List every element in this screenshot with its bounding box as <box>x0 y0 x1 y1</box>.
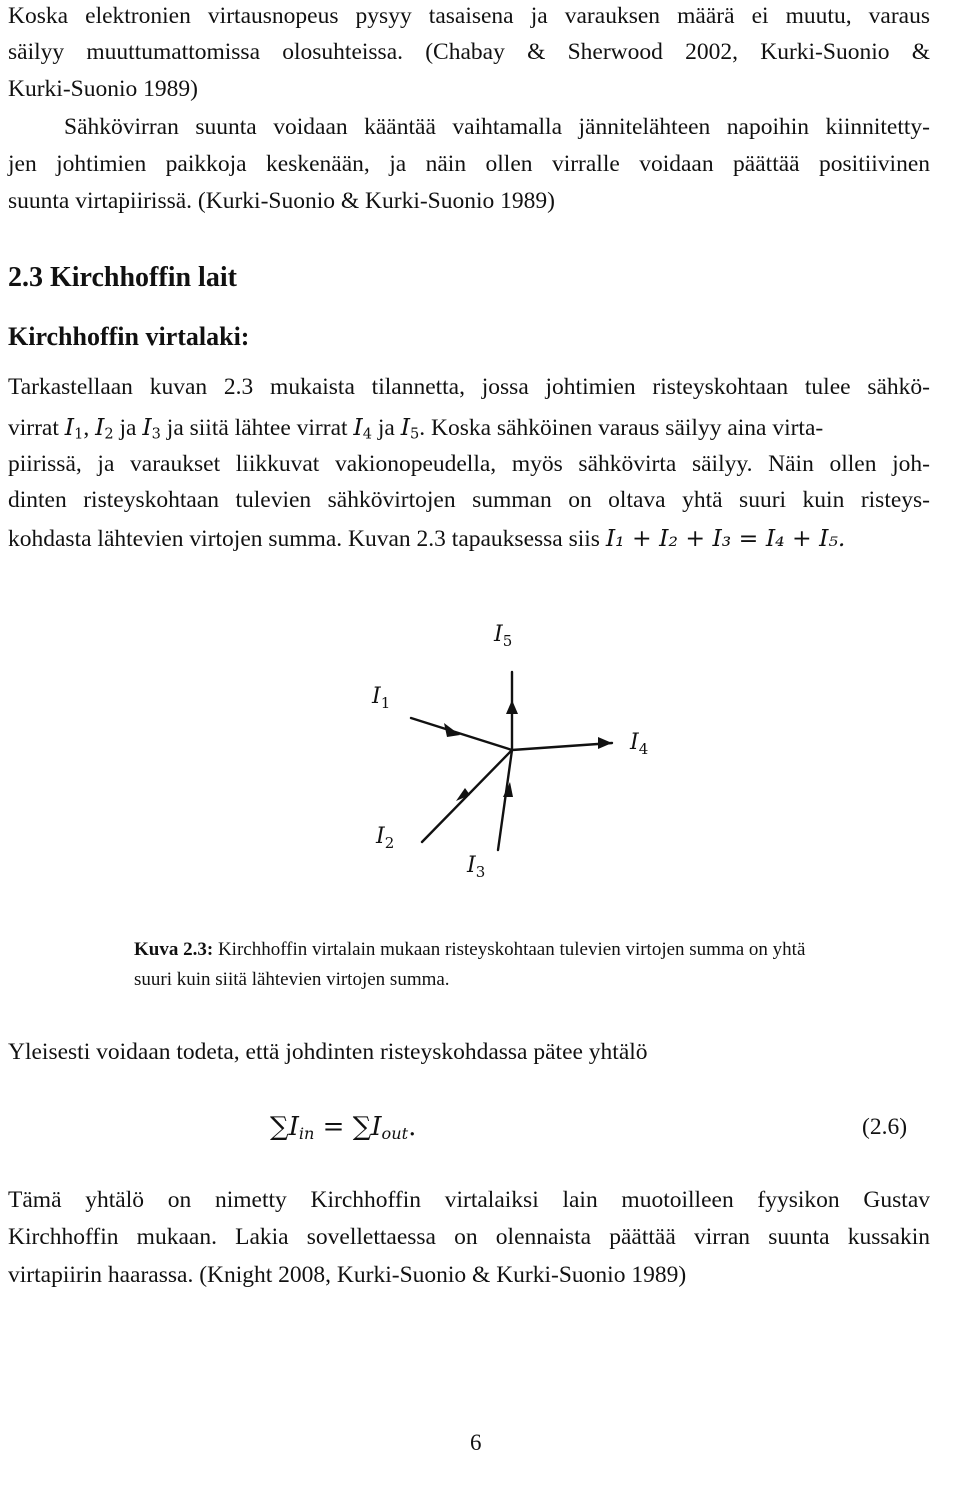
equation-2-6: $\sum I_{in} = \sum I_{out}$. <box>270 1112 417 1144</box>
arrow-i1 <box>444 723 460 737</box>
inline-equation: I₁ + I₂ + I₃ = I₄ + I₅. <box>605 524 846 552</box>
text-segment: virrat <box>8 415 65 441</box>
label-i4: $I_4$ <box>630 730 649 758</box>
subsection-heading: Kirchhoffin virtalaki: <box>8 322 250 351</box>
page-number: 6 <box>470 1430 482 1455</box>
math-i2: $I_2$ <box>95 413 114 443</box>
text-segment: kohdasta lähtevien virtojen summa. Kuvan 2.3 tapauksessa siis <box>8 526 606 552</box>
text-segment: , <box>83 415 96 441</box>
figure-caption <box>134 935 934 995</box>
label-i3: $I_3$ <box>467 853 486 881</box>
paragraph-5-line-3: virtapiirin haarassa. (Knight 2008, Kurki-Suonio & Kurki-Suonio 1989) <box>8 1262 687 1288</box>
paragraph-3-line-3: piirissä, ja varaukset liikkuvat vakionopeudella, myös sähkövirta säilyy. Näin ollen joh- <box>8 451 930 477</box>
wire-i4 <box>512 743 612 750</box>
paragraph-1-line-3: Kurki-Suonio 1989) <box>8 76 198 102</box>
paragraph-2-line-1: Sähkövirran suunta voidaan kääntää vaihtamalla jännitelähteen napoihin kiinnitetty- <box>64 114 930 140</box>
paragraph-2-line-2: jen johtimien paikkoja keskenään, ja näin ollen virralle voidaan päättää positiivinen <box>8 151 930 177</box>
math-i1: $I_1$ <box>64 413 84 443</box>
paragraph-1-line-1: Koska elektronien virtausnopeus pysyy tasaisena ja varauksen määrä ei muutu, varaus <box>8 3 930 29</box>
text-segment: ja <box>113 415 143 441</box>
math-i4: $I_4$ <box>353 413 372 443</box>
arrow-i5 <box>506 700 518 714</box>
wire-i3 <box>498 750 512 850</box>
label-i5: $I_5$ <box>494 622 513 650</box>
caption-text-1: Kirchhoffin virtalain mukaan risteyskohtaan tulevien virtojen summa on yhtä <box>213 939 806 960</box>
text-segment: ja siitä lähtee virrat <box>160 415 354 441</box>
caption-text-2: suuri kuin siitä lähtevien virtojen summa. <box>134 969 450 990</box>
paragraph-3-line-1: Tarkastellaan kuvan 2.3 mukaista tilannetta, jossa johtimien risteyskohtaan tulee sähkö- <box>8 374 930 400</box>
wire-i1 <box>411 718 512 750</box>
caption-label: Kuva 2.3: <box>134 939 214 960</box>
equation-number: (2.6) <box>862 1114 908 1140</box>
arrow-i4 <box>598 737 612 749</box>
paragraph-3-line-4: dinten risteyskohtaan tulevien sähkövirtojen summan on oltava yhtä suuri kuin risteys- <box>8 487 930 513</box>
text-segment: . Koska sähköinen varaus säilyy aina virta- <box>419 415 824 441</box>
paragraph-4: Yleisesti voidaan todeta, että johdinten risteyskohdassa pätee yhtälö <box>8 1039 648 1065</box>
math-i3: $I_3$ <box>142 413 161 443</box>
paragraph-5-line-2: Kirchhoffin mukaan. Lakia sovellettaessa on olennaista päättää virran suunta kussakin <box>8 1224 930 1250</box>
label-i1: $I_1$ <box>372 684 391 712</box>
paragraph-5-line-1: Tämä yhtälö on nimetty Kirchhoffin virtalaiksi lain muotoilleen fyysikon Gustav <box>8 1187 930 1213</box>
text-segment: ja <box>371 415 401 441</box>
paragraph-1-line-2: säilyy muuttumattomissa olosuhteissa. (Chabay & Sherwood 2002, Kurki-Suonio & <box>8 39 930 65</box>
section-heading: 2.3 Kirchhoffin lait <box>8 262 237 293</box>
label-i2: $I_2$ <box>376 824 395 852</box>
paragraph-2-line-3: suunta virtapiirissä. (Kurki-Suonio & Kurki-Suonio 1989) <box>8 188 555 214</box>
math-i5: $I_5$ <box>400 413 420 443</box>
